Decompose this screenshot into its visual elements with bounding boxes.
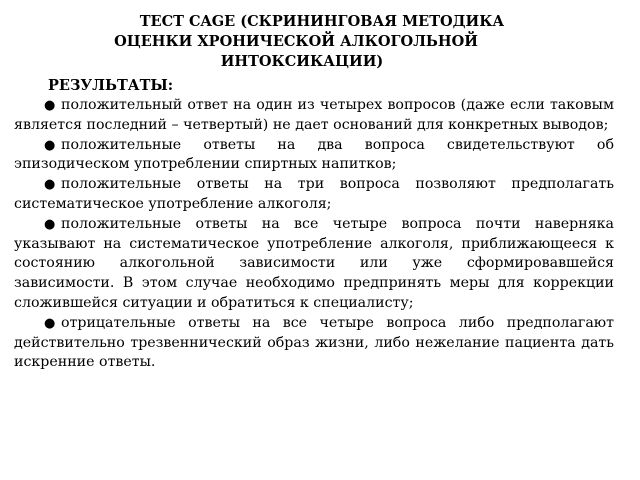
bullet-icon: ● [44,98,56,113]
result-item-one-positive [14,96,614,136]
result-item-all-negative [14,314,614,373]
result-item-text: положительные ответы на два вопроса свидетельствуют об эпизодическом употреблении спиртных напитков; [14,136,614,173]
results-heading: РЕЗУЛЬТАТЫ: [48,77,174,94]
bullet-icon: ● [44,216,56,232]
result-item-text: отрицательные ответы на все четыре вопроса либо предполагают действительно трезвеннический образ жизни, либо нежелание пациента дать искренние ответы. [14,314,614,371]
result-item-text: положительный ответ на один из четырех вопросов (даже если таковым является последний – четвертый) не дает оснований для конкретных выводов; [14,97,614,133]
results-list [14,96,614,373]
document-page [14,12,614,373]
result-item-four-positive [14,215,614,314]
result-item-text: положительные ответы на три вопроса позволяют предполагать систематическое употребление алкоголя; [14,176,614,212]
bullet-icon: ● [44,137,56,153]
bullet-icon: ● [44,177,56,193]
title-line-2: ОЦЕНКИ ХРОНИЧЕСКОЙ АЛКОГОЛЬНОЙ [114,33,478,50]
document-title [14,12,614,72]
bullet-icon: ● [44,315,56,331]
title-line-1: ТЕСТ CAGE (СКРИНИНГОВАЯ МЕТОДИКА [139,13,505,30]
result-item-three-positive [14,175,614,215]
title-line-3: ИНТОКСИКАЦИИ) [220,53,384,70]
result-item-two-positive [14,136,614,176]
result-item-text: положительные ответы на все четыре вопроса почти наверняка указывают на систематическое употребление алкоголя, приближающееся к состоянию алкогольной зависимости или уже сформировавшейся зависимости. В этом случае необходимо предпринять меры для коррекции сложившейся ситуации и обратиться к специалисту; [14,215,614,311]
